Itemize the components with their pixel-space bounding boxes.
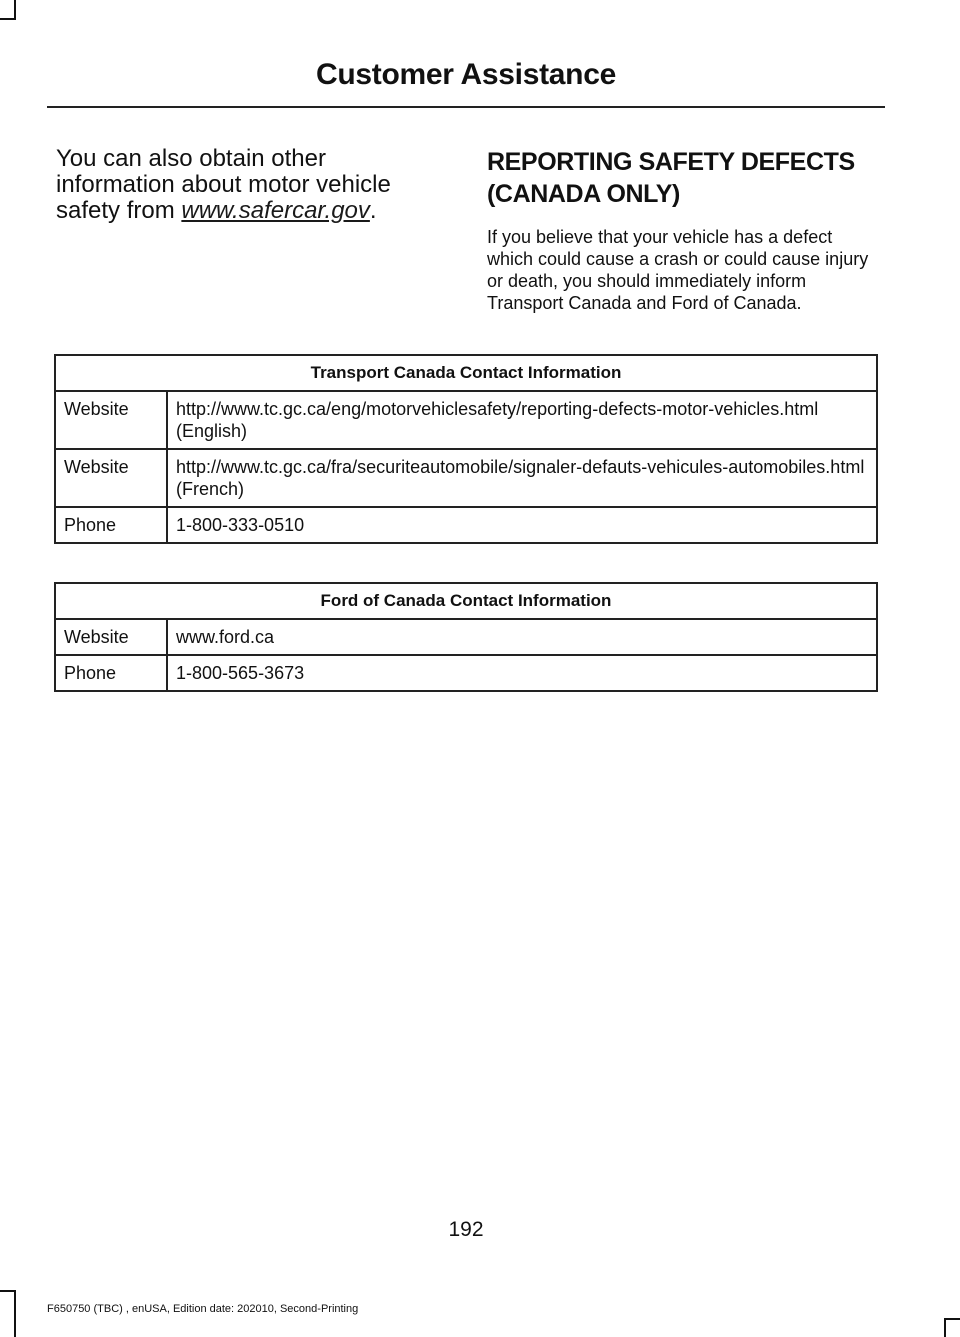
row-value: http://www.tc.gc.ca/eng/motorvehiclesafety/reporting-defects-motor-vehicles.html (English) — [167, 391, 877, 449]
intro-text-end: . — [369, 197, 377, 224]
table-row — [55, 507, 877, 543]
row-label: Website — [55, 391, 167, 449]
section-heading: REPORTING SAFETY DEFECTS (CANADA ONLY) — [487, 148, 855, 208]
intro-paragraph — [56, 146, 446, 224]
edition-footer: F650750 (TBC) , enUSA, Edition date: 202010, Second-Printing — [47, 1303, 359, 1315]
section-body: If you believe that your vehicle has a defect which could cause a crash or could cause injury or death, you should immediately inform Transport Canada and Ford of Canada. — [487, 227, 869, 313]
header-divider — [47, 106, 885, 108]
row-value: http://www.tc.gc.ca/fra/securiteautomobile/signaler-defauts-vehicules-automobiles.html (French) — [167, 449, 877, 507]
crop-mark — [14, 0, 16, 20]
table-title: Ford of Canada Contact Information — [55, 583, 877, 619]
crop-mark — [14, 1290, 16, 1337]
crop-mark — [944, 1318, 946, 1337]
row-label: Website — [55, 619, 167, 655]
intro-text: You can also obtain other information about motor vehicle safety from — [56, 145, 391, 224]
table-row — [55, 391, 877, 449]
row-label: Phone — [55, 655, 167, 691]
page-number: 192 — [448, 1218, 484, 1241]
table-row — [55, 449, 877, 507]
crop-mark — [0, 1290, 16, 1292]
ford-canada-table — [54, 582, 878, 692]
crop-mark — [944, 1318, 960, 1320]
row-label: Website — [55, 449, 167, 507]
table-row — [55, 619, 877, 655]
crop-mark — [0, 18, 16, 20]
transport-canada-table — [54, 354, 878, 544]
page-title: Customer Assistance — [316, 58, 616, 91]
row-value: 1-800-565-3673 — [167, 655, 877, 691]
safercar-link[interactable]: www.safercar.gov — [181, 197, 370, 224]
row-label: Phone — [55, 507, 167, 543]
row-value: www.ford.ca — [167, 619, 877, 655]
table-title: Transport Canada Contact Information — [55, 355, 877, 391]
row-value: 1-800-333-0510 — [167, 507, 877, 543]
table-row — [55, 655, 877, 691]
